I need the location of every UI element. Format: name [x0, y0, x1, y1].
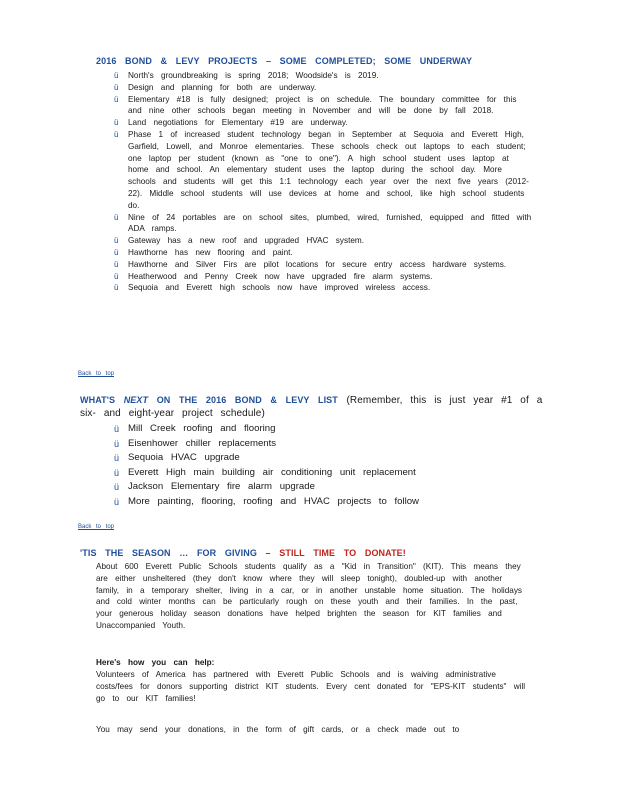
list-item-text: Mill Creek roofing and flooring — [128, 423, 276, 434]
checkmark-bullet-icon: ü — [114, 271, 119, 281]
list-item-text: Eisenhower chiller replacements — [128, 437, 277, 449]
list-item — [114, 437, 534, 452]
heading-part-season: 'TIS THE SEASON … FOR GIVING – — [80, 548, 271, 558]
heading-note: (Remember, this is just year #1 of a — [346, 395, 543, 406]
checkmark-bullet-icon: ü — [114, 247, 119, 257]
list-item — [114, 117, 532, 129]
list-item-text: Jackson Elementary fire alarm upgrade — [128, 481, 315, 493]
list-item — [114, 259, 532, 271]
list-item-text: Hawthorne and Silver Firs are pilot locations for secure entry access hardware systems. — [128, 259, 507, 269]
list-item-text: Hawthorne has new flooring and paint. — [128, 247, 293, 257]
heading-part-whats: WHAT'S — [80, 395, 116, 405]
checkmark-bullet-icon: ü — [114, 118, 119, 128]
checkmark-bullet-icon: ü — [114, 424, 120, 434]
heading-part-next: NEXT — [123, 395, 149, 405]
list-item-text: Phase 1 of increased student technology began in September at Sequoia and Everett High, Garfield, Lowell, and Monroe elementaries. These schools check out laptops to each student; one laptop per student (known as "one to one"). A high school student uses laptop at home and school. An elementary student uses the laptop during the school day. More schools and students will get this 1:1 technology each year over the next five years (2012-22). Middle school students will use devices at home and school, like high school students do. — [128, 129, 529, 210]
list-item — [114, 129, 532, 212]
list-item — [114, 480, 534, 495]
checkmark-bullet-icon: ü — [114, 467, 120, 478]
list-item — [114, 282, 532, 294]
checkmark-bullet-icon: ü — [114, 482, 120, 493]
list-item-text: Sequoia HVAC upgrade — [128, 452, 240, 464]
list-item — [114, 466, 534, 481]
list-item — [114, 422, 534, 437]
heading-part-donate: STILL TIME TO DONATE! — [279, 548, 406, 558]
heading-part-list: ON THE 2016 BOND & LEVY LIST — [156, 395, 338, 405]
back-to-top-link-2[interactable]: Back to top — [78, 524, 115, 530]
checkmark-bullet-icon: ü — [114, 496, 120, 507]
list-item-text: Nine of 24 portables are on school sites, plumbed, wired, furnished, equipped and fitted with ADA ramps. — [128, 212, 532, 234]
list-item-text: Elementary #18 is fully designed; project is on schedule. The boundary committee for this and nine other schools began meeting in November and will be done by fall 2018. — [128, 94, 517, 116]
list-item — [114, 235, 532, 247]
list-item-text: Design and planning for both are underway. — [128, 82, 317, 92]
section-heading-bond-levy: 2016 BOND & LEVY PROJECTS – SOME COMPLETED; SOME UNDERWAY — [96, 56, 473, 66]
checkmark-bullet-icon: ü — [114, 283, 119, 293]
voa-paragraph: Volunteers of America has partnered with Everett Public Schools and is waiving administrative costs/fees for donors supporting district KIT students. Every cent donated for "EPS-KIT students" will go to our KIT families! — [96, 670, 526, 703]
checkmark-bullet-icon: ü — [114, 259, 119, 269]
checkmark-bullet-icon: ü — [114, 453, 120, 464]
list-item — [114, 82, 532, 94]
checkmark-bullet-icon: ü — [114, 82, 119, 92]
donation-paragraph: You may send your donations, in the form of gift cards, or a check made out to — [96, 725, 460, 734]
back-to-top-link-1[interactable]: Back to top — [78, 371, 115, 377]
checkmark-bullet-icon: ü — [114, 236, 119, 246]
checkmark-bullet-icon: ü — [114, 212, 119, 222]
list-item — [114, 495, 534, 510]
list-item — [114, 247, 532, 259]
list-item — [114, 212, 532, 236]
next-projects-list — [114, 422, 534, 510]
how-to-help-subhead: Here's how you can help: — [96, 658, 215, 667]
list-item-text: Gateway has a new roof and upgraded HVAC system. — [128, 236, 364, 246]
bond-projects-list — [114, 70, 532, 294]
list-item-text: North's groundbreaking is spring 2018; Woodside's is 2019. — [128, 71, 379, 80]
checkmark-bullet-icon: ü — [114, 71, 119, 80]
heading-note-line2: six- and eight-year project schedule) — [80, 408, 265, 419]
kit-intro-paragraph: About 600 Everett Public Schools students qualify as a "Kid in Transition" (KIT). This means they are either unsheltered (they don't know where they will sleep tonight), doubled-up with another family, in a temporary shelter, living in a car, or in another unstable home situation. The holidays and cold winter months can be particularly rough on these youth and their families. In the past, your generous holiday season donations have helped brighten the season for KIT families and Unaccompanied Youth. — [96, 562, 523, 630]
list-item-text: Heatherwood and Penny Creek now have upgraded fire alarm systems. — [128, 271, 433, 281]
checkmark-bullet-icon: ü — [114, 438, 120, 449]
list-item — [114, 271, 532, 283]
list-item — [114, 70, 532, 82]
list-item — [114, 94, 532, 118]
list-item-text: More painting, flooring, roofing and HVAC projects to follow — [128, 495, 419, 507]
list-item-text: Sequoia and Everett high schools now have improved wireless access. — [128, 283, 431, 293]
list-item-text: Land negotiations for Elementary #19 are underway. — [128, 118, 348, 128]
checkmark-bullet-icon: ü — [114, 94, 119, 104]
section-heading-whats-next-line2 — [80, 408, 265, 419]
list-item — [114, 451, 534, 466]
checkmark-bullet-icon: ü — [114, 129, 119, 139]
list-item-text: Everett High main building air conditioning unit replacement — [128, 466, 416, 478]
section-heading-whats-next — [80, 395, 542, 406]
section-heading-giving — [80, 548, 406, 558]
